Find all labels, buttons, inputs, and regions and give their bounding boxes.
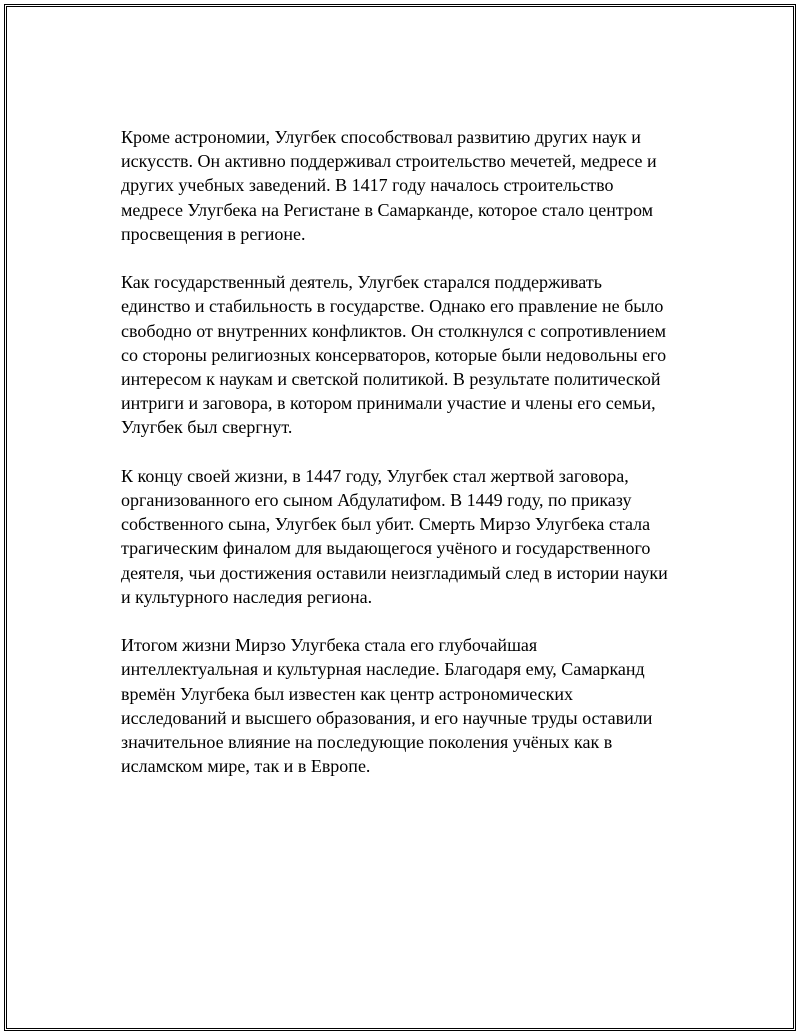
paragraph-4: Итогом жизни Мирзо Улугбека стала его глубочайшая интеллектуальная и культурная наследие. Благодаря ему, Самарканд времён Улугбека был известен как центр астрономических исследований и высшего образования, и его научные труды оставили значительное влияние на последующие поколения учёных как в исламском мире, так и в Европе. xyxy=(121,635,653,777)
paragraph-1: Кроме астрономии, Улугбек способствовал развитию других наук и искусств. Он активно поддерживал строительство мечетей, медресе и других учебных заведений. В 1417 году началось строительство медресе Улугбека на Регистане в Самарканде, которое стало центром просвещения в регионе. xyxy=(121,127,657,244)
document-body xyxy=(121,125,701,803)
page-border xyxy=(4,4,796,1031)
paragraph-2: Как государственный деятель, Улугбек старался поддерживать единство и стабильность в государстве. Однако его правление не было свободно от внутренних конфликтов. Он столкнулся с сопротивлением со стороны религиозных консерваторов, которые были недовольны его интересом к наукам и светской политикой. В результате политической интриги и заговора, в котором принимали участие и члены его семьи, Улугбек был свергнут. xyxy=(121,272,667,438)
paragraph-3: К концу своей жизни, в 1447 году, Улугбек стал жертвой заговора, организованного его сыном Абдулатифом. В 1449 году, по приказу собственного сына, Улугбек был убит. Смерть Мирзо Улугбека стала трагическим финалом для выдающегося учёного и государственного деятеля, чьи достижения оставили неизгладимый след в истории науки и культурного наследия региона. xyxy=(121,465,668,607)
